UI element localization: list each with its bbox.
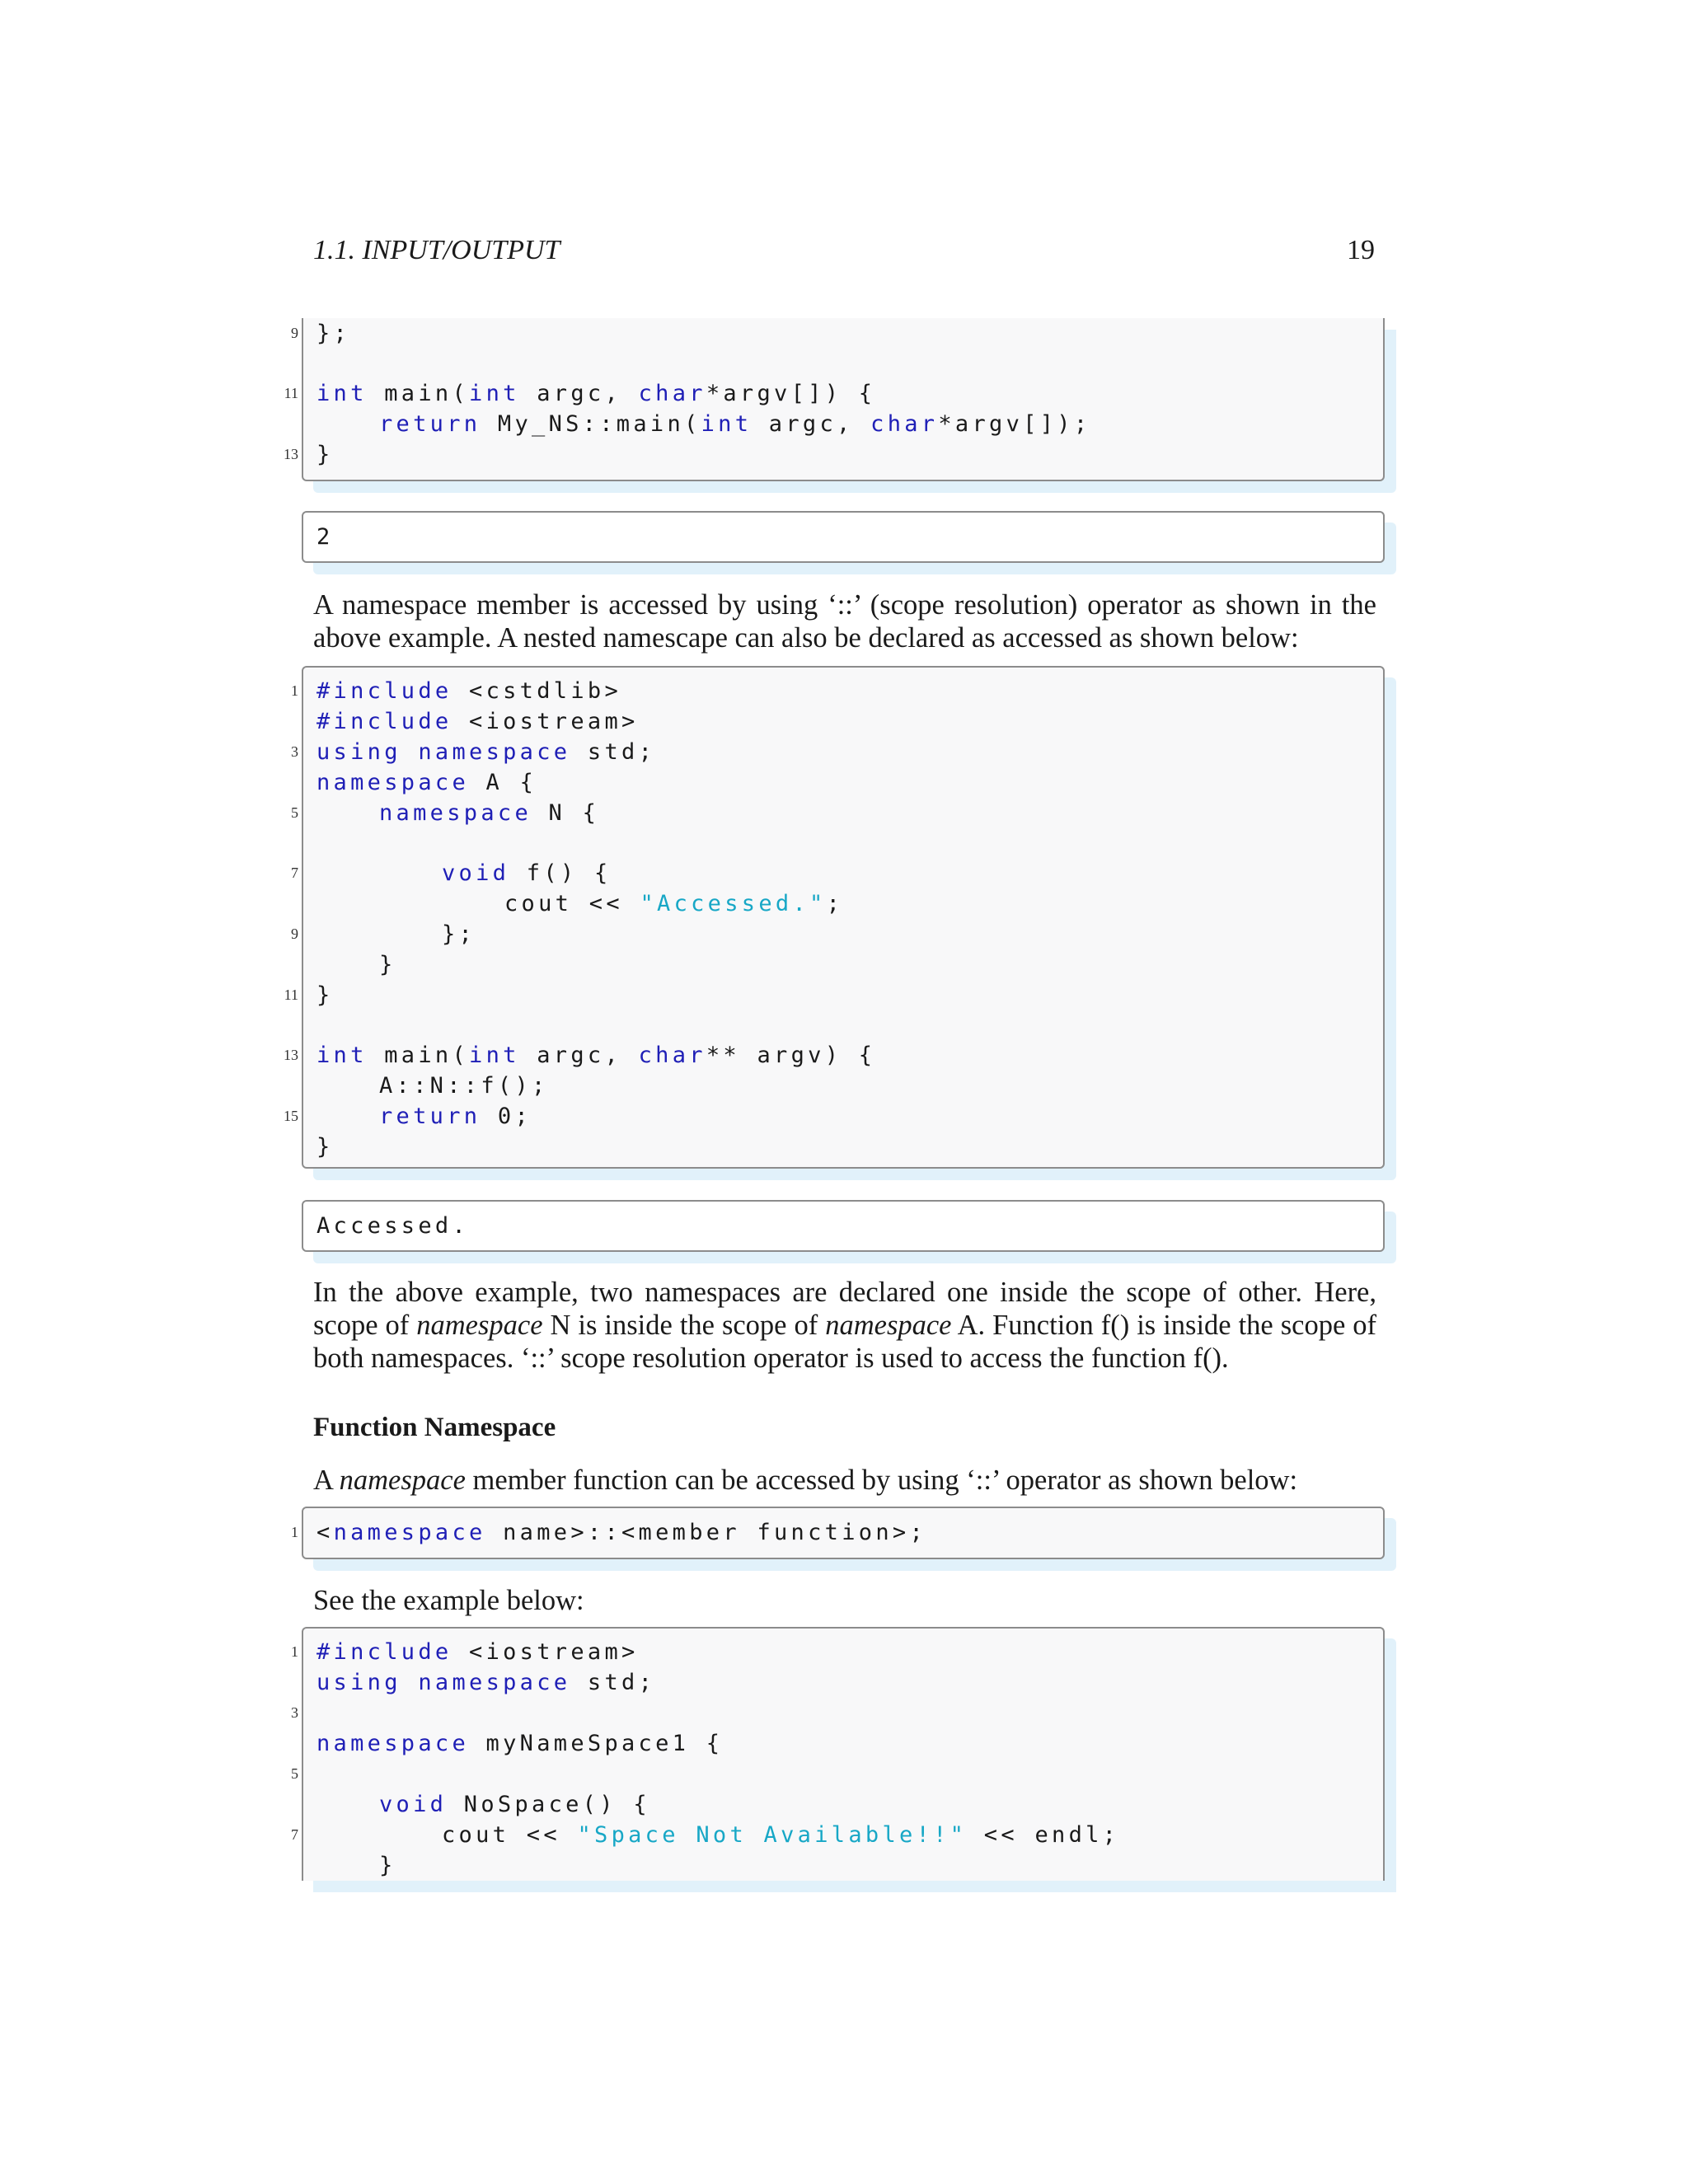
code-line: return 0; xyxy=(379,1104,532,1129)
code-line: cout << "Accessed."; xyxy=(504,891,844,916)
code-line: using namespace std; xyxy=(316,739,656,765)
line-number: 9 xyxy=(291,926,298,942)
code-line: }; xyxy=(442,921,476,947)
output-text: 2 xyxy=(316,524,334,550)
body-paragraph: A namespace member is accessed by using ‘::’ (scope resolution) operator as shown in the above example. A nested namescape can also be declared as accessed as shown below: xyxy=(313,589,1376,654)
code-line: } xyxy=(316,982,334,1008)
code-listing-function-namespace xyxy=(291,1627,1385,1881)
code-syntax-box xyxy=(291,1507,1385,1559)
line-number: 7 xyxy=(291,1826,298,1843)
code-line: <namespace name>::<member function>; xyxy=(316,1520,927,1545)
code-line: } xyxy=(316,442,334,467)
line-number: 7 xyxy=(291,865,298,881)
section-subheading: Function Namespace xyxy=(313,1413,556,1442)
body-paragraph: See the example below: xyxy=(313,1585,584,1616)
line-number: 3 xyxy=(291,743,298,760)
output-text: Accessed. xyxy=(316,1213,469,1239)
code-listing-continued xyxy=(284,318,1385,481)
code-line: A::N::f(); xyxy=(379,1073,549,1099)
code-line: } xyxy=(379,1853,396,1878)
code-line: namespace myNameSpace1 { xyxy=(316,1731,724,1756)
line-number: 15 xyxy=(284,1108,298,1124)
code-line: using namespace std; xyxy=(316,1670,656,1695)
code-line: #include <cstdlib> xyxy=(316,678,622,704)
page-number: 19 xyxy=(1347,235,1375,265)
code-listing-nested-namespace xyxy=(284,666,1385,1169)
line-number: 11 xyxy=(284,385,298,401)
line-number: 1 xyxy=(291,1643,298,1660)
program-output xyxy=(302,1200,1385,1252)
body-paragraph: A namespace member function can be accessed by using ‘::’ operator as shown below: xyxy=(313,1465,1298,1496)
line-number: 5 xyxy=(291,1765,298,1782)
code-line: int main(int argc, char** argv) { xyxy=(316,1043,876,1068)
line-number: 11 xyxy=(284,987,298,1003)
body-paragraph: In the above example, two namespaces are declared one inside the scope of other. Here, scope of namespace N is inside the scope of namespace A. Function f() is inside the scope of both namespaces. ‘::’ scope resolution operator is used to access the function f(). xyxy=(313,1277,1376,1374)
line-number: 13 xyxy=(284,1047,298,1063)
code-line: namespace A { xyxy=(316,770,537,795)
code-line: void f() { xyxy=(442,860,612,886)
line-number: 5 xyxy=(291,804,298,821)
line-number: 3 xyxy=(291,1704,298,1721)
code-line: #include <iostream> xyxy=(316,1639,639,1665)
program-output xyxy=(302,511,1385,563)
code-line: namespace N { xyxy=(379,800,600,826)
code-line: int main(int argc, char*argv[]) { xyxy=(316,381,876,406)
code-line: } xyxy=(379,952,396,977)
line-number: 1 xyxy=(291,1524,298,1540)
code-line: } xyxy=(316,1134,334,1160)
line-number: 1 xyxy=(291,682,298,699)
line-number: 13 xyxy=(284,446,298,462)
code-line: cout << "Space Not Available!!" << endl; xyxy=(442,1822,1120,1848)
code-line: }; xyxy=(316,321,351,346)
running-header-section: 1.1. INPUT/OUTPUT xyxy=(313,235,560,265)
line-number: 9 xyxy=(291,325,298,341)
code-line: #include <iostream> xyxy=(316,709,639,734)
code-line: void NoSpace() { xyxy=(379,1792,650,1817)
code-line: return My_NS::main(int argc, char*argv[]); xyxy=(379,411,1091,437)
